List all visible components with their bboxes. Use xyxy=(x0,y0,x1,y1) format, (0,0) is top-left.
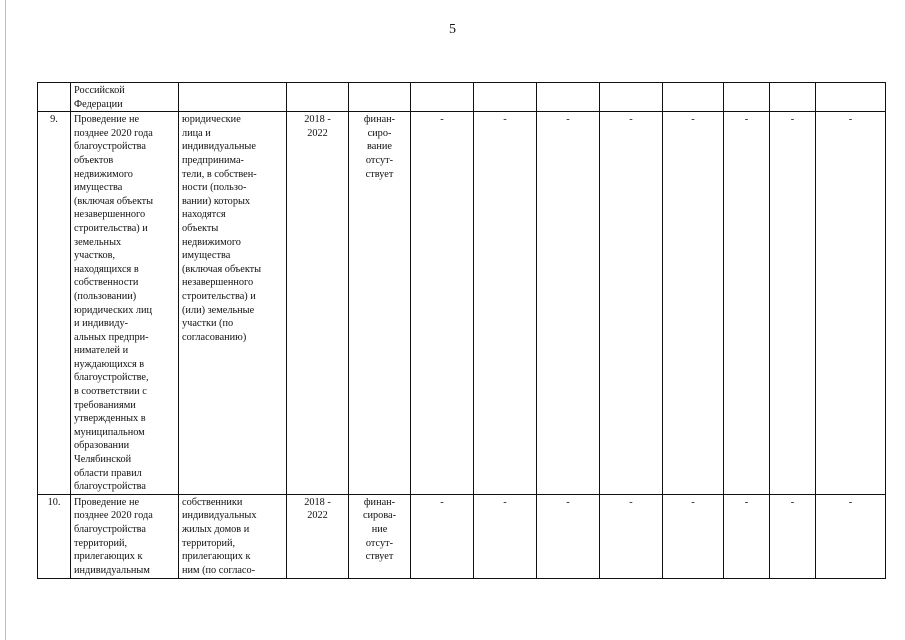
page-number: 5 xyxy=(449,22,456,37)
value-cell xyxy=(537,83,600,112)
value-cell: - xyxy=(663,112,724,495)
value-cell: - xyxy=(474,494,537,578)
program-table xyxy=(37,82,886,579)
row-number-cell xyxy=(38,83,71,112)
value-cell xyxy=(724,83,770,112)
funding-cell: финан- сирова- ние отсут- ствует xyxy=(349,494,411,578)
value-cell xyxy=(770,83,816,112)
value-cell: - xyxy=(600,494,663,578)
value-cell: - xyxy=(411,494,474,578)
activity-cell: Проведение не позднее 2020 года благоустройства объектов недвижимого имущества (включая объекты незавершенного строительства) и земельных участков, находящихся в собственности (пользовании) юридических лиц и индивиду- альных предпри- нимателей и нуждающихся в благоустройстве, в соответствии с требованиями утвержденных в муниципальном образовании Челябинской области правил благоустройства xyxy=(71,112,179,495)
value-cell: - xyxy=(770,112,816,495)
value-cell: - xyxy=(816,112,886,495)
value-cell xyxy=(600,83,663,112)
value-cell: - xyxy=(663,494,724,578)
value-cell: - xyxy=(770,494,816,578)
period-cell: 2018 - 2022 xyxy=(287,112,349,495)
value-cell: - xyxy=(600,112,663,495)
value-cell xyxy=(663,83,724,112)
activity-cell: Проведение не позднее 2020 года благоустройства территорий, прилегающих к индивидуальным xyxy=(71,494,179,578)
table-row-continuation xyxy=(38,83,886,112)
value-cell: - xyxy=(816,494,886,578)
funding-cell: финан- сиро- вание отсут- ствует xyxy=(349,112,411,495)
value-cell: - xyxy=(537,494,600,578)
value-cell: - xyxy=(537,112,600,495)
participants-cell xyxy=(179,83,287,112)
participants-cell: собственники индивидуальных жилых домов и территорий, прилегающих к ним (по согласо- xyxy=(179,494,287,578)
participants-cell: юридические лица и индивидуальные предпринима- тели, в собствен- ности (пользо- вании) которых находятся объекты недвижимого имущества (включая объекты незавершенного строительства) и (или) земельные участки (по согласованию) xyxy=(179,112,287,495)
value-cell xyxy=(816,83,886,112)
activity-cell: Российской Федерации xyxy=(71,83,179,112)
value-cell: - xyxy=(474,112,537,495)
row-number-cell: 10. xyxy=(38,494,71,578)
row-number-cell: 9. xyxy=(38,112,71,495)
value-cell: - xyxy=(411,112,474,495)
page-left-edge xyxy=(5,0,6,640)
value-cell: - xyxy=(724,112,770,495)
value-cell xyxy=(474,83,537,112)
period-cell xyxy=(287,83,349,112)
value-cell: - xyxy=(724,494,770,578)
table-body xyxy=(38,83,886,579)
table-row-10 xyxy=(38,494,886,578)
period-cell: 2018 - 2022 xyxy=(287,494,349,578)
table-row-9 xyxy=(38,112,886,495)
funding-cell xyxy=(349,83,411,112)
value-cell xyxy=(411,83,474,112)
